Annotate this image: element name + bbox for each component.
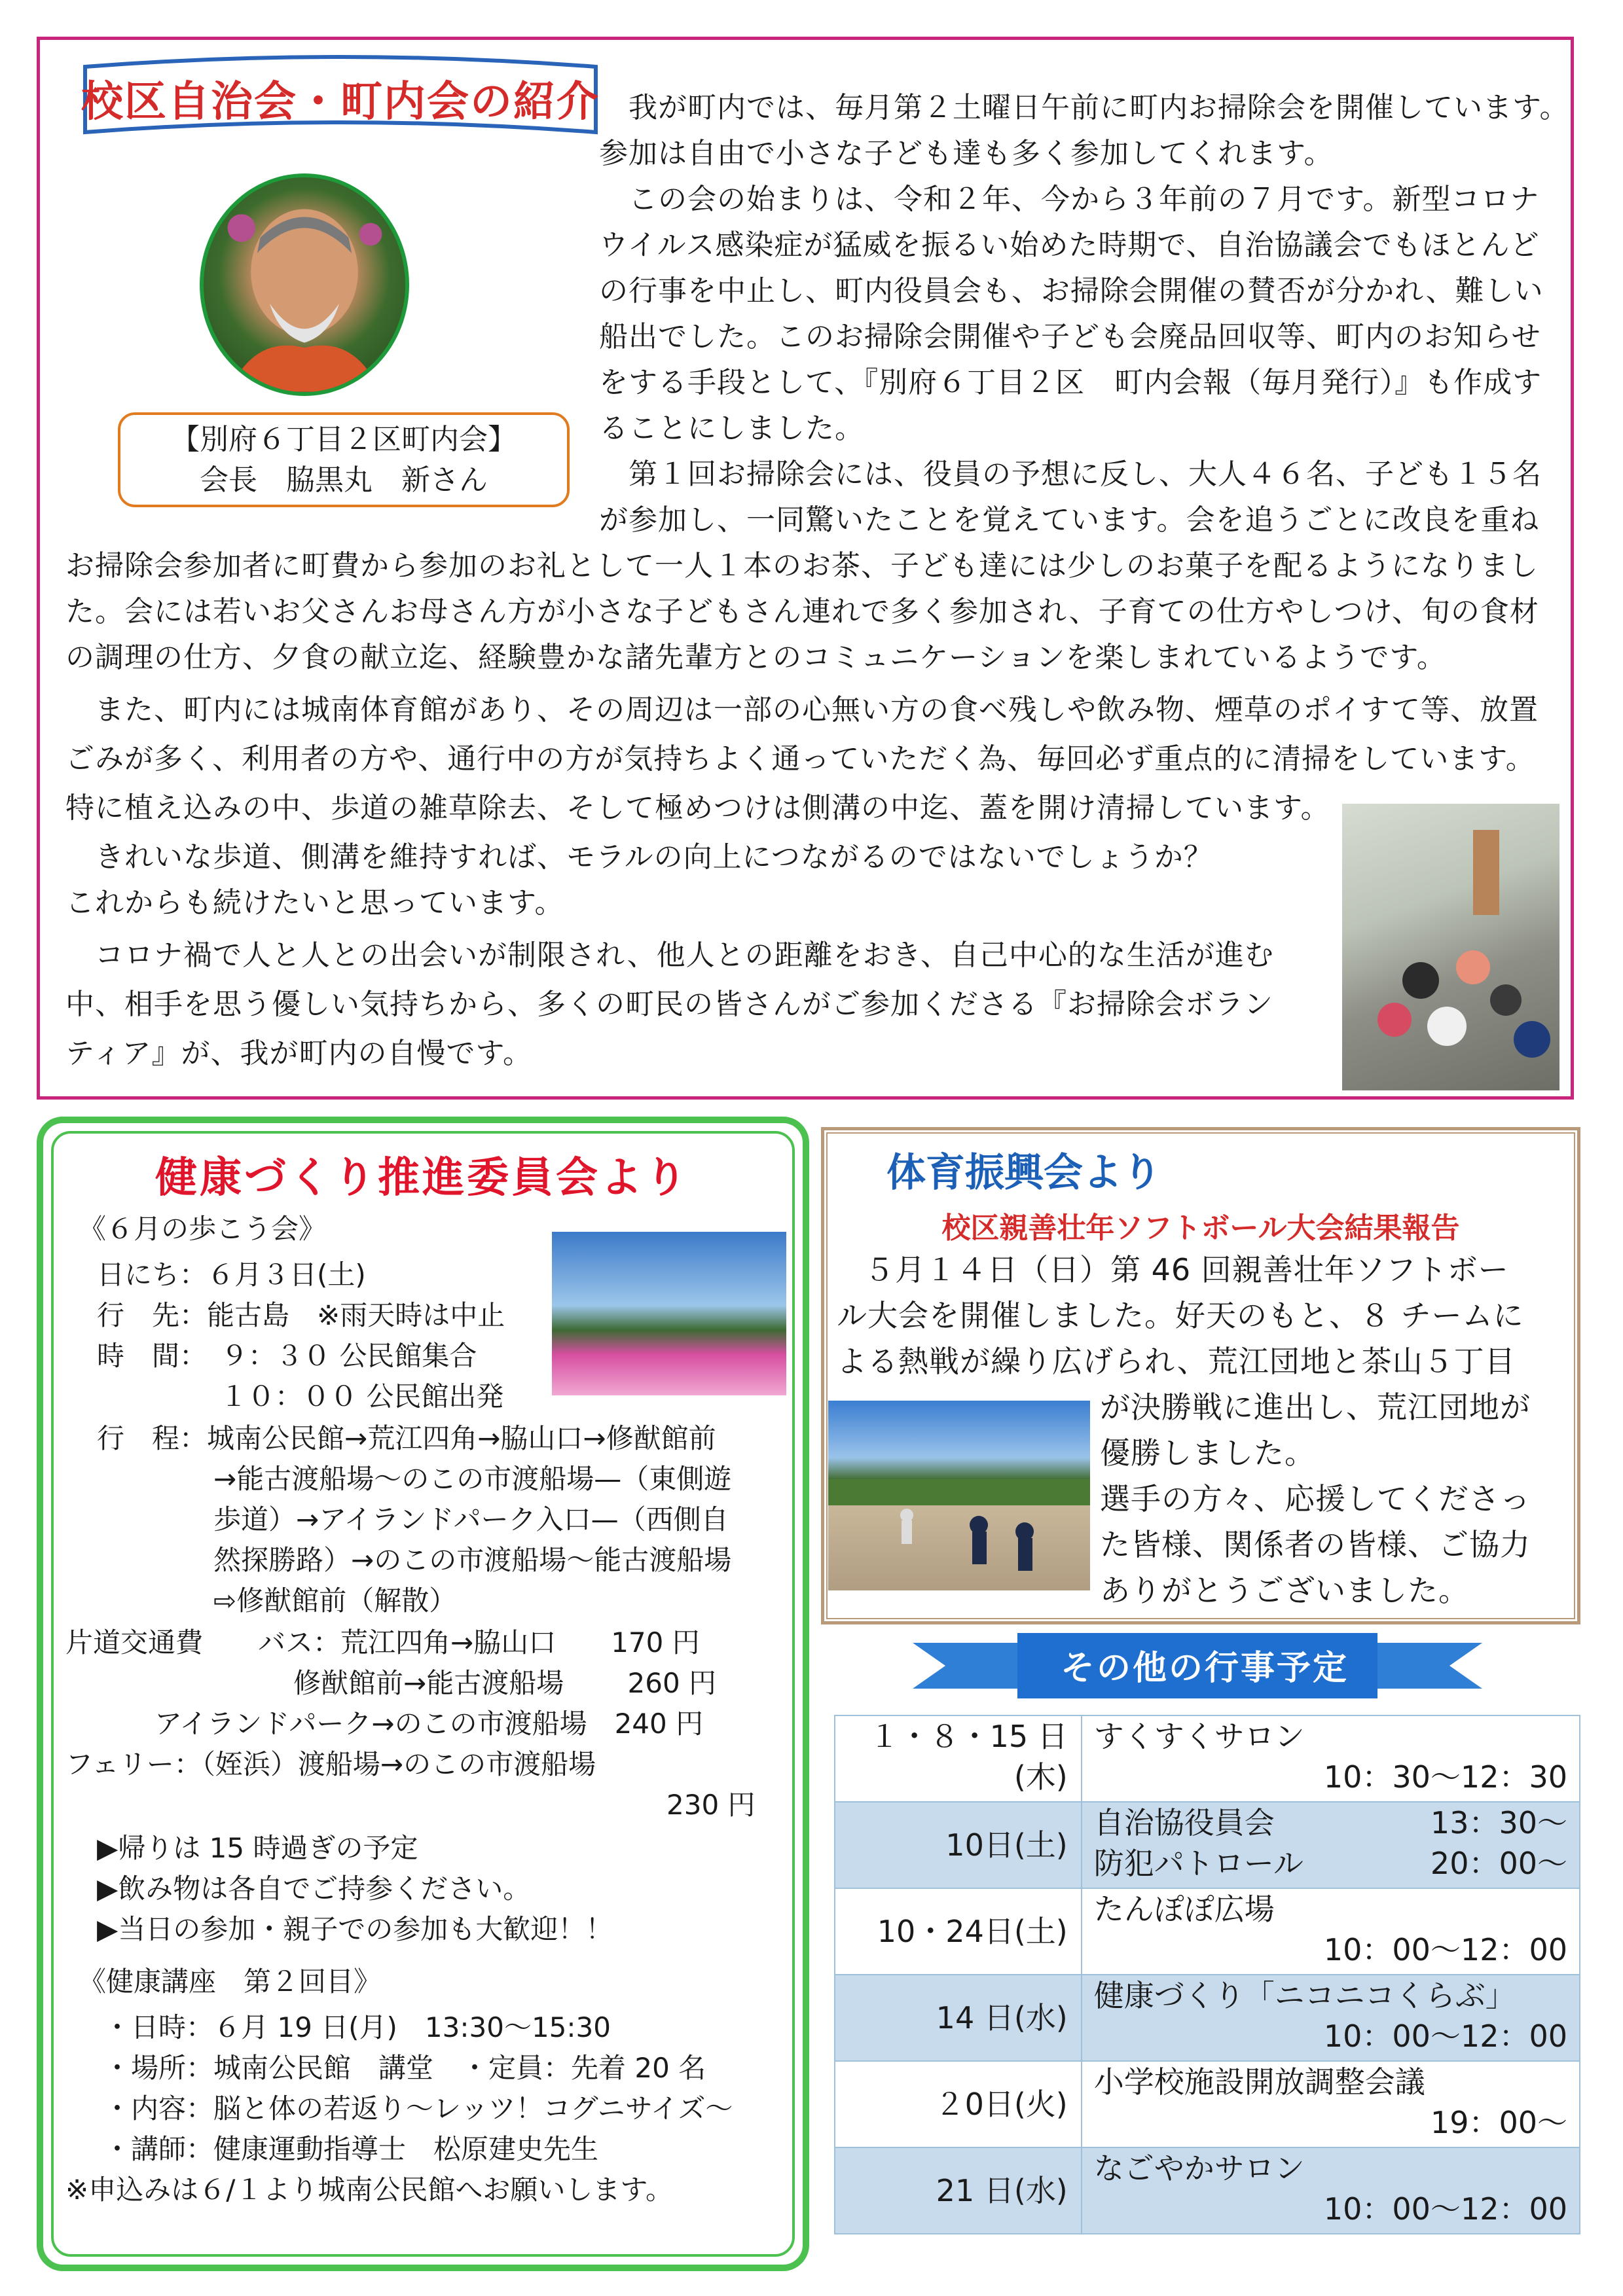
health-line: フェリー：（姪浜）渡船場→のこの市渡船場 <box>65 1748 596 1780</box>
body-line: 第１回お掃除会には、役員の予想に反し、大人４６名、子ども１５名 <box>599 457 1542 491</box>
chairman-caption <box>118 412 570 507</box>
events-title: その他の行事予定 <box>1060 1648 1349 1688</box>
event-description <box>1082 1802 1580 1888</box>
sports-line: よる熱戦が繰り広げられ、荒江団地と茶山５丁目 <box>837 1344 1516 1379</box>
sports-association-title: 体育振興会より <box>886 1150 1161 1196</box>
sports-line: 優勝しました。 <box>1100 1435 1315 1471</box>
event-date-days: 21 日(水) <box>936 2173 1068 2208</box>
event-time: 10：30〜12：30 <box>1323 1759 1567 1795</box>
cleanup-photo <box>1342 804 1559 1090</box>
body-line: ティア』が、我が町内の自慢です。 <box>65 1037 532 1070</box>
health-line: ⇨修猷館前（解散） <box>213 1585 457 1617</box>
body-line: をする手段として、『別府６丁目２区 町内会報（毎月発行）』も作成す <box>599 366 1542 399</box>
health-line: ・内容：脳と体の若返り〜レッツ！コグニサイズ〜 <box>103 2092 733 2125</box>
section-title: 校区自治会・町内会の紹介 <box>81 78 600 126</box>
event-time: 10：00〜12：00 <box>1323 2191 1567 2227</box>
caption-chairman: 会長 脇黒丸 新さん <box>200 463 488 497</box>
body-line: コロナ禍で人と人との出会いが制限され、他人との距離をおき、自己中心的な生活が進む <box>65 939 1274 972</box>
event-description <box>1082 2147 1580 2234</box>
event-date <box>835 2061 1082 2147</box>
sports-line: が決勝戦に進出し、荒江団地が <box>1100 1390 1531 1425</box>
body-line: の行事を中止し、町内役員会も、お掃除会開催の賛否が分かれ、難しい <box>599 274 1544 308</box>
health-line: ▶帰りは 15 時過ぎの予定 <box>97 1832 418 1864</box>
body-line: 参加は自由で小さな子ども達も多く参加してくれます。 <box>599 137 1334 170</box>
event-name: 自治協役員会 <box>1093 1805 1275 1840</box>
event-row <box>835 1715 1580 1802</box>
caption-association: 【別府６丁目２区町内会】 <box>171 422 517 456</box>
health-line: 230 円 <box>666 1789 756 1821</box>
body-line: た。会には若いお父さんお母さん方が小さな子どもさん連れで多く参加され、子育ての仕方やしつけ、旬の食材 <box>65 595 1539 628</box>
body-line: 特に植え込みの中、歩道の雑草除去、そして極めつけは側溝の中迄、蓋を開け清掃しています。 <box>65 791 1330 825</box>
health-line: 歩道）→アイランドパーク入口—（西側自 <box>213 1503 729 1535</box>
body-line: お掃除会参加者に町費から参加のお礼として一人１本のお茶、子ども達には少しのお菓子を配るようになりまし <box>65 549 1539 583</box>
event-line <box>1094 1803 1579 1843</box>
body-line: が参加し、一同驚いたことを覚えています。会を追うごとに改良を重ね <box>599 503 1540 537</box>
health-line: ・講師：健康運動指導士 松原建史先生 <box>103 2133 599 2165</box>
sports-line: 選手の方々、応援してくださっ <box>1100 1481 1531 1516</box>
event-time: 13：30〜 <box>1430 1805 1567 1840</box>
event-row <box>835 2061 1580 2147</box>
event-name: なごやかサロン <box>1093 2151 1305 2186</box>
sports-line: ル大会を開催しました。好天のもと、８ チームに <box>837 1298 1524 1333</box>
event-row <box>835 1975 1580 2061</box>
event-date-weekday: (木) <box>1013 1759 1068 1795</box>
event-name: すくすくサロン <box>1093 1719 1305 1754</box>
health-line: 日にち：６月３日(土) <box>97 1259 366 1291</box>
event-name: 健康づくり「ニコニコくらぶ」 <box>1093 1978 1516 2013</box>
event-description <box>1082 1715 1580 1802</box>
event-date <box>835 1715 1082 1802</box>
body-line: 船出でした。このお掃除会開催や子ども会廃品回収等、町内のお知らせ <box>599 320 1541 353</box>
event-date-days: 10日(土) <box>945 1827 1068 1863</box>
softball-report-subtitle: 校区親善壮年ソフトボール大会結果報告 <box>941 1211 1460 1245</box>
body-line: きれいな歩道、側溝を維持すれば、モラルの向上につながるのではないでしょうか？ <box>65 840 1213 874</box>
nokonoshima-photo <box>552 1232 786 1395</box>
event-description <box>1082 2061 1580 2147</box>
event-date-days: 10・24日(土) <box>877 1914 1068 1949</box>
health-line: １０：００ 公民館出発 <box>220 1380 504 1412</box>
event-row <box>835 1888 1580 1975</box>
event-description <box>1082 1975 1580 2061</box>
events-table <box>834 1715 1580 2234</box>
event-row <box>835 2147 1580 2234</box>
health-line: 片道交通費 バス：荒江四角→脇山口 170 円 <box>65 1626 700 1659</box>
event-name: たんぽぽ広場 <box>1093 1892 1275 1927</box>
event-time: 10：00〜12：00 <box>1323 2018 1567 2054</box>
body-line: これからも続けたいと思っています。 <box>65 886 564 920</box>
health-line: ・日時：６月 19 日(月) 13:30〜15:30 <box>103 2011 611 2043</box>
event-time: 20：00〜 <box>1430 1846 1567 1881</box>
sports-line: た皆様、関係者の皆様、ご協力 <box>1100 1527 1531 1562</box>
event-line <box>1094 1843 1579 1884</box>
health-line: 行 先：能古島 ※雨天時は中止 <box>97 1299 505 1331</box>
body-line: の調理の仕方、夕食の献立迄、経験豊かな諸先輩方とのコミュニケーションを楽しまれているようです。 <box>65 641 1446 674</box>
health-lecture-heading: 《健康講座 第２回目》 <box>79 1965 382 1998</box>
sports-line: ありがとうございました。 <box>1100 1573 1469 1608</box>
body-line: ウイルス感染症が猛威を振るい始めた時期で、自治協議会でもほとんど <box>599 228 1540 262</box>
event-date <box>835 1888 1082 1975</box>
health-line: ▶当日の参加・親子での参加も大歓迎！！ <box>97 1913 613 1945</box>
body-line: この会の始まりは、令和２年、今から３年前の７月です。新型コロナ <box>599 183 1540 216</box>
sports-line: ５月１４日（日）第 46 回親善壮年ソフトボー <box>864 1252 1509 1287</box>
body-line: ることにしました。 <box>599 412 864 445</box>
health-line: ※申込みは６/１より城南公民館へお願いします。 <box>65 2174 673 2206</box>
body-line: 我が町内では、毎月第２土曜日午前に町内お掃除会を開催しています。 <box>599 91 1569 124</box>
event-time: 10：00〜12：00 <box>1323 1932 1567 1967</box>
body-line: ごみが多く、利用者の方や、通行中の方が気持ちよく通っていただく為、毎回必ず重点的に清掃をしています。 <box>65 742 1535 776</box>
health-committee-title: 健康づくり推進委員会より <box>155 1154 689 1202</box>
chairman-portrait <box>200 173 409 396</box>
event-name: 小学校施設開放調整会議 <box>1093 2064 1425 2100</box>
softball-photo <box>828 1401 1090 1590</box>
health-line: 行 程：城南公民館→荒江四角→脇山口→修猷館前 <box>97 1422 716 1454</box>
event-name: 防犯パトロール <box>1093 1846 1304 1881</box>
health-line: 修猷館前→能古渡船場 260 円 <box>293 1667 717 1699</box>
event-date-days: ２0日(火) <box>934 2087 1068 2122</box>
event-description <box>1082 1888 1580 1975</box>
health-line: 時 間： ９：３０ 公民館集合 <box>97 1340 477 1372</box>
event-date-days: 14 日(水) <box>936 2000 1068 2036</box>
health-line: 然探勝路）→のこの市渡船場〜能古渡船場 <box>213 1544 732 1576</box>
health-line: ・場所：城南公民館 講堂 ・定員：先着 20 名 <box>103 2052 706 2084</box>
health-line: →能古渡船場〜のこの市渡船場—（東側遊 <box>213 1463 732 1495</box>
health-line: ▶飲み物は各自でご持参ください。 <box>97 1873 531 1905</box>
event-date <box>835 2147 1082 2234</box>
body-line: また、町内には城南体育館があり、その周辺は一部の心無い方の食べ残しや飲み物、煙草のポイすて等、放置 <box>65 693 1539 726</box>
health-line: アイランドパーク→のこの市渡船場 240 円 <box>155 1708 704 1740</box>
event-date <box>835 1975 1082 2061</box>
event-time: 19：00〜 <box>1430 2105 1567 2140</box>
walk-event-heading: 《６月の歩こう会》 <box>79 1213 327 1245</box>
event-date <box>835 1802 1082 1888</box>
event-row <box>835 1802 1580 1888</box>
body-line: 中、相手を思う優しい気持ちから、多くの町民の皆さんがご参加くださる『お掃除会ボラン <box>65 988 1273 1021</box>
event-date-days: １・８・15 日 <box>869 1719 1068 1754</box>
